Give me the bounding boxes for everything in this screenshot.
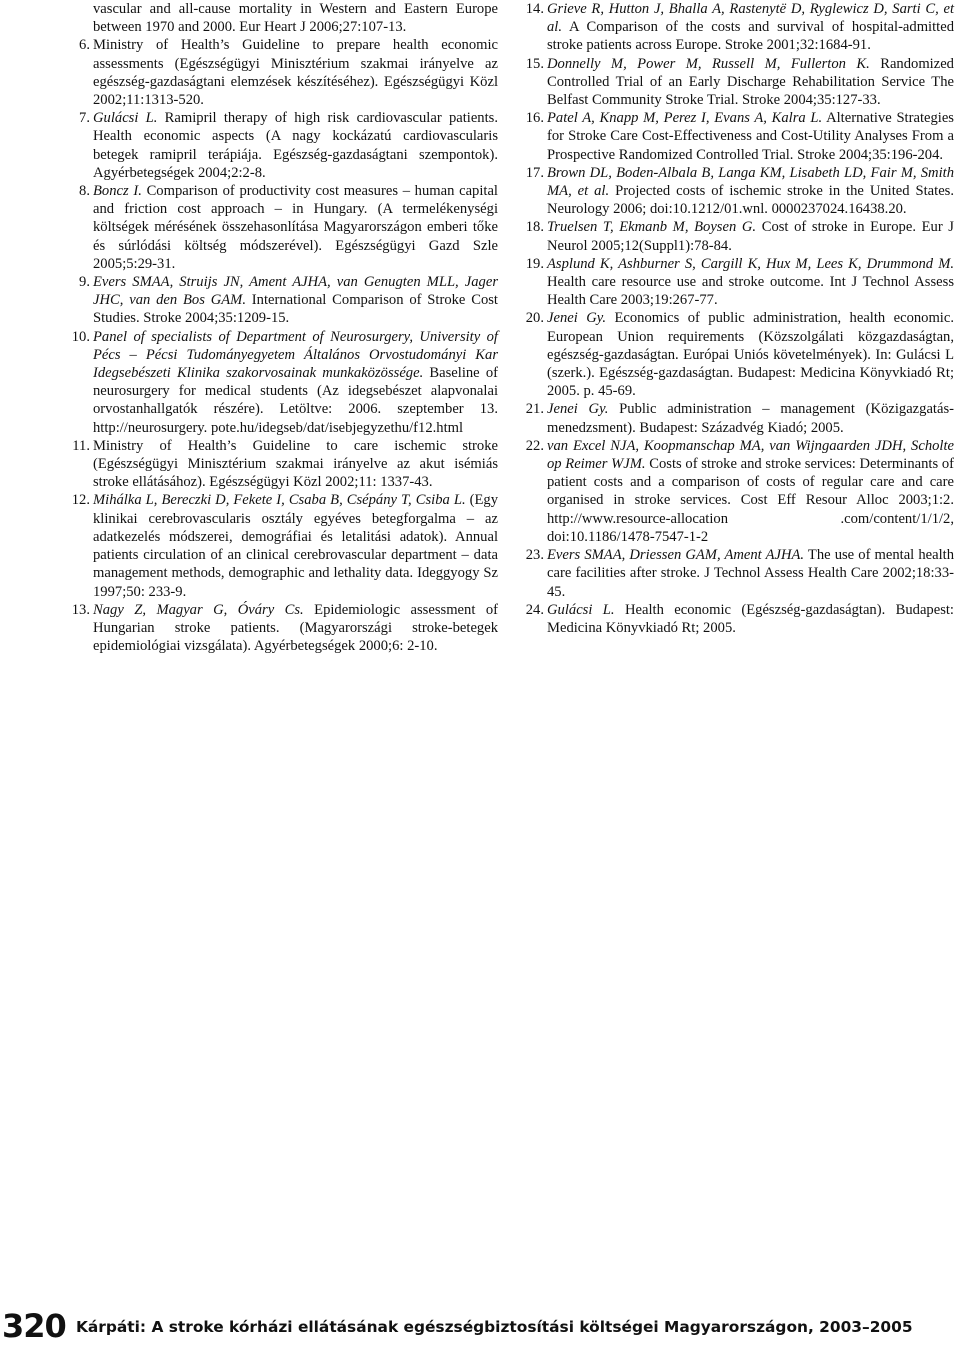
reference-item xyxy=(522,601,954,637)
reference-text: Comparison of productivity cost measures – human capital and friction cost approach – in Hungary. (A termelékenységi költségek mérésének összehasonlítása Magyarországon emberi tőke és súrlódási költség módszerével). Egészségügyi Gazd Szle 2005;5:29-31. xyxy=(93,183,498,272)
reference-authors: Jenei Gy. xyxy=(547,401,609,418)
reference-text: Epidemiologic assessment of Hungarian stroke patients. (Magyarországi stroke-betegek epidemiológiai vizsgálata). Agyérbetegségek 2000;6: 2-10. xyxy=(93,601,498,655)
reference-text: Projected costs of ischemic stroke in the United States. Neurology 2006; doi:10.1212/01.wnl. 0000237024.16438.20. xyxy=(547,183,954,218)
reference-text: Ramipril therapy of high risk cardiovascular patients. Health economic aspects (A nagy kockázatú cardiovascularis betegek ramipril terápiája. Egészség-gazdaságtani szempontok). Agyérbetegségek 2004;2:2-8. xyxy=(93,110,498,181)
reference-authors: Donnelly M, Power M, Russell M, Fullerton K. xyxy=(547,55,870,72)
reference-number: 23. xyxy=(525,547,544,564)
reference-item xyxy=(522,400,954,436)
reference-item xyxy=(522,437,954,546)
reference-number: 15. xyxy=(525,55,544,72)
reference-number: 14. xyxy=(525,1,544,17)
reference-text: Health care resource use and stroke outcome. Int J Technol Assess Health Care 2003;19:267-77. xyxy=(547,274,954,309)
reference-text: Health economic (Egészség-gazdaságtan). Budapest: Medicina Könyvkiadó Rt; 2005. xyxy=(547,601,954,636)
reference-item xyxy=(68,0,498,36)
reference-text: Public administration – management (Közigazgatás-menedzsment). Budapest: Századvég Kiadó; 2005. xyxy=(547,401,954,436)
reference-item xyxy=(68,109,498,182)
reference-text: Ministry of Health’s Guideline to prepare health economic assessments (Egészségügyi Minisztérium szakmai irányelve az egészség-gazdaságtani elemzések készítéséhez). Egészségügyi Közl 2002;11:1313-520. xyxy=(93,37,498,109)
reference-number: 24. xyxy=(525,601,544,618)
reference-text: International Comparison of Stroke Cost Studies. Stroke 2004;35:1209-15. xyxy=(93,292,498,327)
running-title: Kárpáti: A stroke kórházi ellátásának egészségbiztosítási költségei Magyarországon, 2003–2005 xyxy=(76,1318,913,1336)
reference-authors: Gulácsi L. xyxy=(93,110,158,127)
reference-text: Cost of stroke in Europe. Eur J Neurol 2005;12(Suppl1):78-84. xyxy=(547,219,954,254)
reference-text: Alternative Strategies for Stroke Care Cost-Effectiveness and Cost-Utility Analyses From a Prospective Randomized Controlled Trial. Stroke 2004;35:196-204. xyxy=(547,110,954,163)
reference-list-left xyxy=(68,0,498,655)
reference-text: The use of mental health care facilities after stroke. J Technol Assess Health Care 2002;18:33-45. xyxy=(547,547,954,600)
reference-text: Costs of stroke and stroke services: Determinants of patient costs and a comparison of costs of regular care and care organised in stroke services. Cost Eff Resour Alloc 2003;1:2. http://www.resource-allocation .com/content/1/1/2, doi:10.1186/1478-7547-1-2 xyxy=(547,456,954,545)
reference-authors: Panel of specialists of Department of Neurosurgery, University of Pécs – Pécsi Tudományegyetem Általános Orvostudományi Kar Idegsebészeti Klinika szakorvosainak munkaközössége. xyxy=(93,328,498,382)
reference-item xyxy=(522,0,954,55)
reference-item xyxy=(522,218,954,254)
reference-text: Baseline of neurosurgery for medical students (Az idegsebészet alapvonalai orvostanhallgatók részére). Letöltve: 2006. szeptember 13. http://neurosurgery. pote.hu/idegseb/dat/isebjegyzethu/f12.html xyxy=(93,365,498,436)
reference-text: vascular and all-cause mortality in Western and Eastern Europe between 1970 and 2000. Eur Heart J 2006;27:107-13. xyxy=(93,1,498,36)
reference-number: 20. xyxy=(525,310,544,327)
reference-number: 8. xyxy=(79,183,90,200)
reference-item xyxy=(68,601,498,656)
reference-number: 10. xyxy=(71,328,90,345)
reference-item xyxy=(522,255,954,310)
reference-authors: Brown DL, Boden-Albala B, Langa KM, Lisabeth LD, Fair M, Smith MA, et al. xyxy=(547,164,954,200)
reference-item xyxy=(522,55,954,110)
reference-authors: Evers SMAA, Struijs JN, Ament AJHA, van Genugten MLL, Jager JHC, van den Bos GAM. xyxy=(93,274,498,309)
reference-number: 21. xyxy=(525,401,544,418)
page-number: 320 xyxy=(2,1307,66,1345)
reference-authors: Grieve R, Hutton J, Bhalla A, Rastenytë D, Ryglewicz D, Sarti C, et al. xyxy=(547,1,954,36)
reference-number: 11. xyxy=(72,437,90,454)
reference-item xyxy=(68,491,498,600)
reference-text: Economics of public administration, health economic. European Union requirements (Közszolgálati közgazdaságtan, egészség-gazdaságtan. Európai Uniós követelmények). In: Gulácsi L (szerk.). Egészség-gazdaságtan. Budapest: Medicina Könyvkiadó Rt; 2005. p. 45-69. xyxy=(547,310,954,400)
reference-number: 19. xyxy=(525,255,544,272)
reference-number: 12. xyxy=(71,492,90,509)
reference-item xyxy=(68,36,498,109)
reference-number: 9. xyxy=(79,274,90,291)
reference-text: Ministry of Health’s Guideline to care ischemic stroke (Egészségügyi Minisztérium szakmai irányelve az akut isémiás stroke ellátásához). Egészségügyi Közl 2002;11: 1337-43. xyxy=(93,437,498,491)
reference-authors: Boncz I. xyxy=(93,183,142,200)
reference-text: Randomized Controlled Trial of an Early Discharge Rehabilitation Service The Belfast Community Stroke Trial. Stroke 2004;35:127-33. xyxy=(547,55,954,109)
reference-number: 6. xyxy=(79,37,90,54)
reference-list-right xyxy=(522,0,954,637)
reference-authors: Patel A, Knapp M, Perez I, Evans A, Kalra L. xyxy=(547,110,823,127)
reference-item xyxy=(522,109,954,164)
reference-authors: Asplund K, Ashburner S, Cargill K, Hux M, Lees K, Drummond M. xyxy=(547,255,954,272)
reference-number: 13. xyxy=(71,601,90,618)
reference-item xyxy=(522,546,954,601)
reference-item xyxy=(522,164,954,219)
reference-authors: Mihálka L, Bereczki D, Fekete I, Csaba B, Csépány T, Csiba L. xyxy=(93,492,466,509)
reference-number: 17. xyxy=(525,164,544,181)
reference-number: 22. xyxy=(525,437,544,454)
reference-item xyxy=(522,309,954,400)
reference-text: (Egy klinikai cerebrovascularis osztály egyéves betegforgalma – az adatkezelés módszerei, demográfiai és letalitási adatok). Annual patients circulation of an clinical cerebrovascular department – data management methods, demographic and lethality data. Ideggyogy Sz 1997;50: 233-9. xyxy=(93,492,498,600)
reference-authors: Gulácsi L. xyxy=(547,601,615,618)
reference-authors: van Excel NJA, Koopmanschap MA, van Wijngaarden JDH, Scholte op Reimer WJM. xyxy=(547,437,954,473)
reference-item xyxy=(68,182,498,273)
reference-number: 18. xyxy=(525,219,544,236)
reference-item xyxy=(68,273,498,328)
reference-authors: Evers SMAA, Driessen GAM, Ament AJHA. xyxy=(547,547,805,564)
reference-number: 16. xyxy=(525,110,544,127)
page-footer xyxy=(0,1306,960,1346)
reference-item xyxy=(68,437,498,492)
reference-authors: Truelsen T, Ekmanb M, Boysen G. xyxy=(547,219,757,236)
reference-text: A Comparison of the costs and survival of hospital-admitted stroke patients across Europe. Stroke 2001;32:1684-91. xyxy=(547,19,954,54)
reference-authors: Jenei Gy. xyxy=(547,310,607,327)
reference-authors: Nagy Z, Magyar G, Óváry Cs. xyxy=(93,601,304,618)
reference-number: 7. xyxy=(79,110,90,127)
reference-item xyxy=(68,328,498,437)
